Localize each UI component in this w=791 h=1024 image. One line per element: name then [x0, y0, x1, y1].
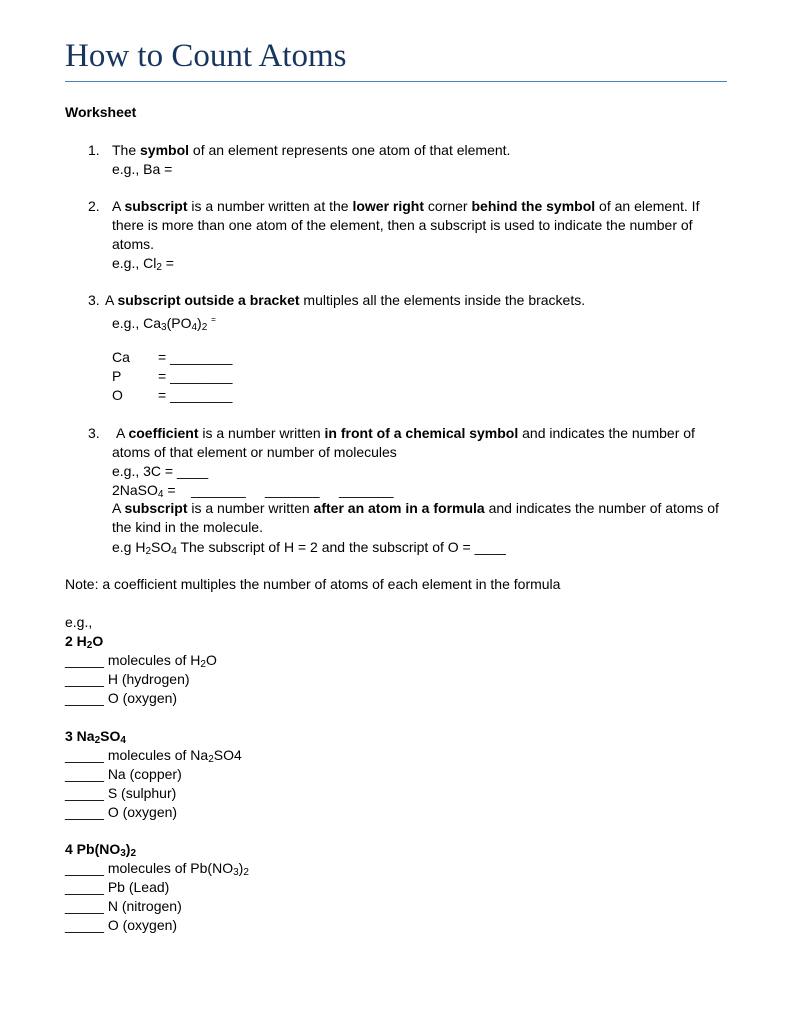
item-4-subscript-example: e.g $H_2SO_4$ The subscript of H = 2 and the subscript of O = ____ — [112, 539, 506, 557]
item-3-text: A subscript outside a bracket multiples all the elements inside the brackets. — [105, 292, 586, 308]
item-4-subscript-line2: the kind in the molecule. — [112, 519, 263, 535]
example-3-nitrogen: _____ N (nitrogen) — [65, 898, 182, 914]
item-2-text-line1: A subscript is a number written at the lower right corner behind the symbol of an element. If — [112, 198, 700, 214]
page-title: How to Count Atoms — [65, 38, 347, 74]
example-1-hydrogen: _____ H (hydrogen) — [65, 671, 190, 687]
item-3-row-o-blank: = ________ — [158, 387, 233, 403]
item-4-subscript-line1: A subscript is a number written after an atom in a formula and indicates the number of atoms of — [112, 500, 719, 516]
item-4-text-line1: A coefficient is a number written in front of a chemical symbol and indicates the number of — [116, 425, 695, 441]
item-1-text: The symbol of an element represents one atom of that element. — [112, 142, 511, 158]
example-3-lead: _____ Pb (Lead) — [65, 879, 170, 895]
example-2-heading: 3 $Na_2SO_4$ — [65, 728, 126, 746]
example-1-oxygen: _____ O (oxygen) — [65, 690, 178, 706]
example-1-molecules: _____ molecules of $H_2O$ — [65, 652, 217, 670]
item-2-example: e.g., $Cl_2$ = — [112, 255, 174, 273]
item-3-example: e.g., $Ca_3(PO_4)_2$ = — [112, 315, 216, 333]
item-2-number: 2. — [88, 198, 100, 214]
item-4-example-1: e.g., 3C = ____ — [112, 463, 209, 479]
item-3-row-p-blank: = ________ — [158, 368, 233, 384]
item-4-example-2: 2NaSO$_4$ = _______ _______ _______ — [112, 482, 394, 500]
example-2-oxygen: _____ O (oxygen) — [65, 804, 178, 820]
item-4-text-line2: atoms of that element or number of molecules — [112, 444, 397, 460]
item-3-row-ca-element: Ca — [112, 349, 130, 365]
note-text: Note: a coefficient multiples the number of atoms of each element in the formula — [65, 576, 561, 592]
example-3-heading: 4 $Pb(NO_3)_2$ — [65, 841, 137, 859]
example-2-sodium: _____ Na (copper) — [65, 766, 182, 782]
title-divider — [65, 81, 727, 82]
item-3-row-o-element: O — [112, 387, 123, 403]
example-3-oxygen: _____ O (oxygen) — [65, 917, 178, 933]
example-2-molecules: _____ molecules of $Na_2SO4$ — [65, 747, 242, 765]
example-3-molecules: _____ molecules of $Pb(NO_3)_2$ — [65, 860, 249, 878]
item-4-number: 3. — [88, 425, 100, 441]
item-2-text-line2: there is more than one atom of the element, then a subscript is used to indicate the number of — [112, 217, 693, 233]
item-1-example: e.g., Ba = — [112, 161, 173, 177]
worksheet-heading: Worksheet — [65, 104, 137, 120]
item-3-number: 3. — [88, 292, 100, 308]
item-2-text-line3: atoms. — [112, 236, 155, 252]
examples-label: e.g., — [65, 614, 93, 630]
example-2-sulphur: _____ S (sulphur) — [65, 785, 177, 801]
item-3-row-ca-blank: = ________ — [158, 349, 233, 365]
item-1-number: 1. — [88, 142, 100, 158]
item-3-row-p-element: P — [112, 368, 122, 384]
example-1-heading: 2 $H_2O$ — [65, 633, 104, 651]
